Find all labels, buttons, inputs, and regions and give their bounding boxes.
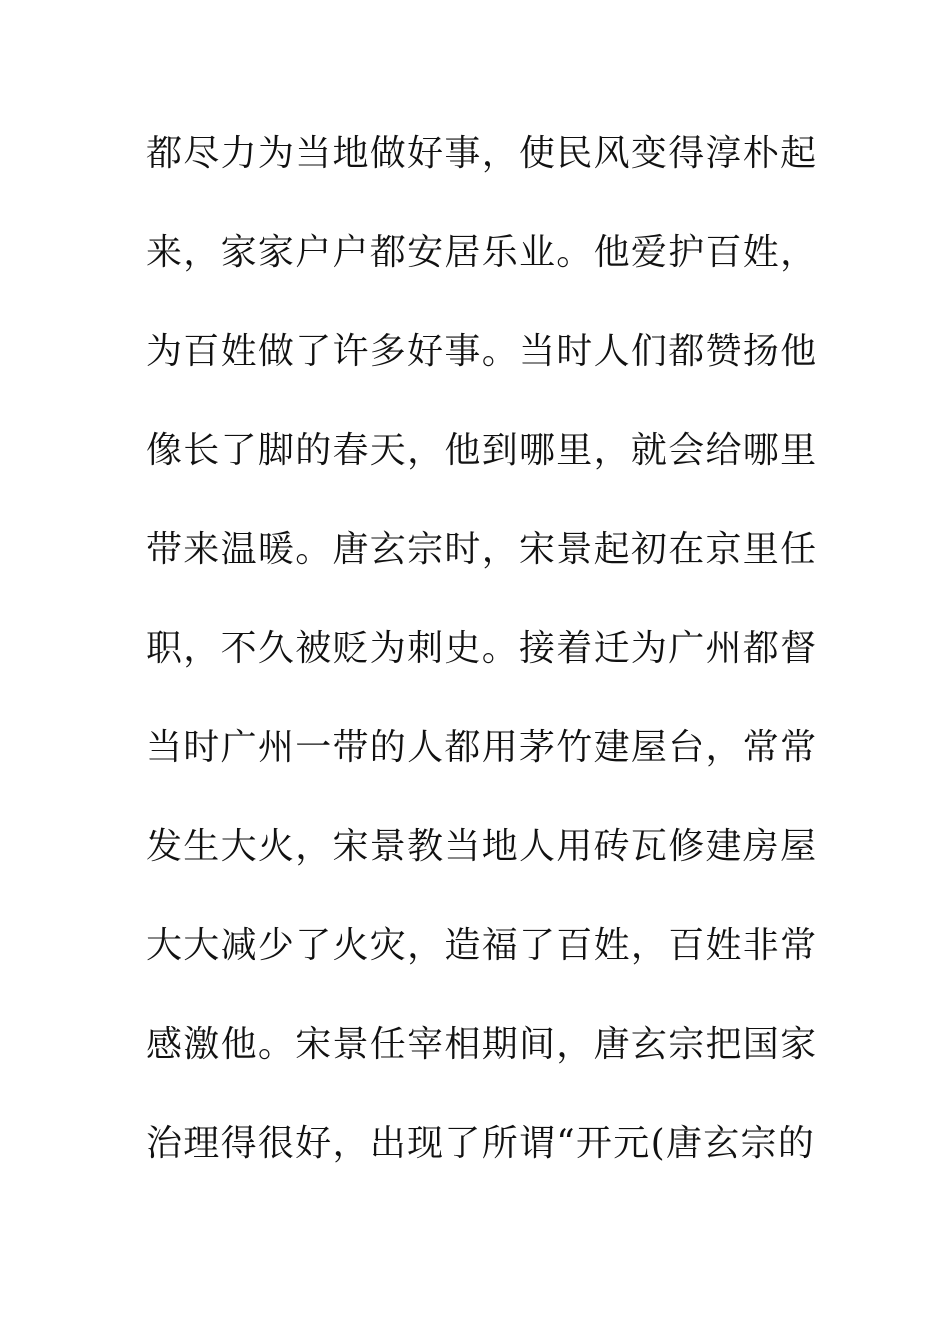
text-line-9: 大大减少了火灾，造福了百姓，百姓非常	[146, 925, 818, 966]
text-line-2: 来，家家户户都安居乐业。他爱护百姓，	[146, 232, 818, 273]
text-line-5: 带来温暖。唐玄宗时，宋景起初在京里任	[146, 529, 818, 570]
text-line-8: 发生大火，宋景教当地人用砖瓦修建房屋	[146, 826, 818, 867]
text-line-6: 职，不久被贬为刺史。接着迁为广州都督	[146, 628, 818, 669]
text-line-1: 都尽力为当地做好事，使民风变得淳朴起	[146, 133, 818, 174]
text-line-11: 治理得很好，出现了所谓“开元(唐玄宗的	[146, 1123, 816, 1164]
body-text	[146, 124, 826, 1213]
text-line-4: 像长了脚的春天，他到哪里，就会给哪里	[146, 430, 818, 471]
text-line-7: 当时广州一带的人都用茅竹建屋台，常常	[146, 727, 818, 768]
text-line-3: 为百姓做了许多好事。当时人们都赞扬他	[146, 331, 818, 372]
text-line-10: 感激他。宋景任宰相期间，唐玄宗把国家	[146, 1024, 818, 1065]
